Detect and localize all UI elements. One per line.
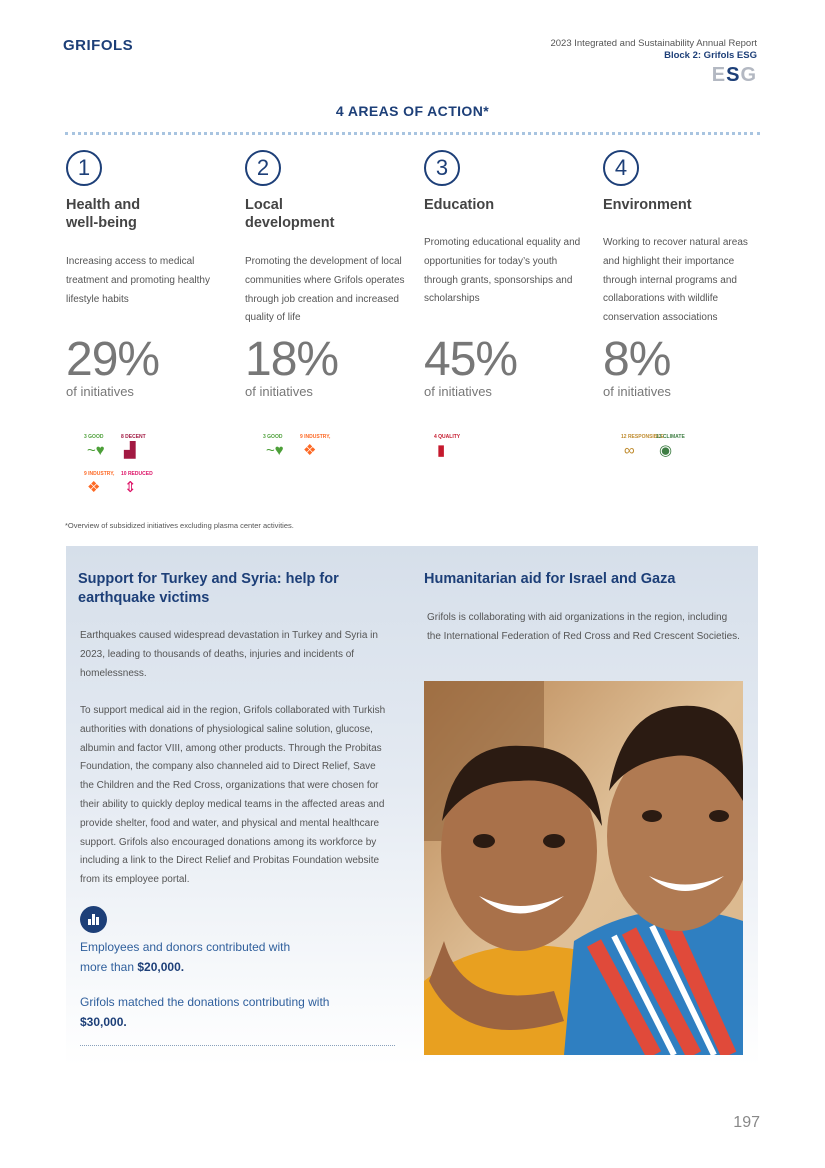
area-percentage-label: of initiatives (424, 384, 492, 399)
area-description: Promoting the development of local communities where Grifols operates through job creation and increased quality of life (245, 256, 405, 324)
turkey-paragraph-1: Earthquakes caused widespread devastation in Turkey and Syria in 2023, leading to thousands of deaths, injuries and incidents of homelessness. (80, 630, 378, 679)
footnote: *Overview of subsidized initiatives excluding plasma center activities. (65, 521, 294, 530)
report-title: 2023 Integrated and Sustainability Annual Report (550, 38, 757, 49)
sdg-3-good-health-icon: 3 GOOD ~♥ (263, 434, 284, 459)
esg-badge (712, 64, 757, 87)
area-description: Working to recover natural areas and highlight their importance through internal programs and collaborations with wildlife conservation associations (603, 237, 748, 324)
sdg-10-reduced-inequalities-icon: 10 REDUCED ⇕ (121, 471, 153, 496)
stat-value: $30,000. (80, 1015, 127, 1029)
esg-e: E (711, 64, 727, 86)
area-title: Environment (603, 197, 692, 213)
area-local-development (245, 150, 405, 399)
report-header (550, 38, 757, 62)
area-percentage: 18% (245, 333, 339, 386)
area-number: 3 (424, 150, 460, 186)
stat-value: $20,000. (137, 960, 185, 974)
children-photo-illustration (424, 681, 743, 1055)
area-number: 4 (603, 150, 639, 186)
sdg-8-decent-work-icon: 8 DECENT ▟ (121, 434, 146, 459)
turkey-title: Support for Turkey and Syria: help for earthquake victims (78, 571, 339, 606)
area-environment (603, 150, 763, 399)
sdg-4-quality-education-icon: 4 QUALITY ▮ (434, 434, 461, 459)
area-description: Promoting educational equality and opportunities for today’s youth through grants, sponsorships and scholarships (424, 237, 581, 305)
area-description: Increasing access to medical treatment and promoting healthy lifestyle habits (66, 256, 210, 305)
area-number: 1 (66, 150, 102, 186)
section-title: 4 AREAS OF ACTION* (335, 103, 490, 119)
area-title: Education (424, 197, 495, 213)
area-number: 2 (245, 150, 281, 186)
sdg-12-responsible-consumption-icon: 12 RESPONSIBLE ∞ (621, 434, 664, 459)
stat-grifols-match (80, 992, 355, 1032)
grifols-logo: GRIFOLS (63, 37, 134, 54)
area-percentage: 45% (424, 333, 518, 386)
sdg-13-climate-action-icon: 13 CLIMATE ◉ (656, 434, 685, 459)
area-education (424, 150, 584, 399)
area-percentage-label: of initiatives (66, 384, 134, 399)
area-percentage-label: of initiatives (603, 384, 671, 399)
area-title: Health and well-being (66, 197, 141, 231)
sdg-9-industry-icon: 9 INDUSTRY, ❖ (300, 434, 331, 459)
report-block: Block 2: Grifols ESG (664, 50, 757, 61)
stat-divider (80, 1045, 395, 1046)
bar-chart-icon (80, 906, 107, 933)
esg-g: G (740, 64, 757, 86)
turkey-paragraph-2: To support medical aid in the region, Grifols collaborated with Turkish authorities with donations of physiological saline solution, glucose, albumin and factor VIII, among other products. Through the Probitas Foundation, the company also channeled aid to Direct Relief, Save the Children and the Red Cross, organizations that were chosen for their ability to quickly deploy medical teams in the affected areas and provide shelter, food and water, and physical and mental healthcare support. Grifols also encouraged donations among its workforce by including a link to the Direct Relief and Probitas Foundation website from its employee portal. (80, 705, 386, 886)
sdg-9-industry-icon: 9 INDUSTRY, ❖ (84, 471, 115, 496)
section-divider (65, 132, 760, 135)
israel-paragraph: Grifols is collaborating with aid organizations in the region, including the International Federation of Red Cross and Red Crescent Societies. (427, 612, 740, 642)
area-percentage-label: of initiatives (245, 384, 313, 399)
page-number: 197 (733, 1114, 760, 1131)
area-title: Local development (245, 197, 335, 231)
sdg-3-good-health-icon: 3 GOOD ~♥ (84, 434, 105, 459)
area-percentage: 29% (66, 333, 160, 386)
stat-employee-donations (80, 937, 310, 977)
esg-s: S (726, 64, 741, 86)
stat-text: Grifols matched the donations contributing with (80, 995, 330, 1009)
children-photo (424, 681, 743, 1055)
area-percentage: 8% (603, 333, 671, 386)
stat-text: Employees and donors contributed with more than (80, 940, 291, 974)
israel-title: Humanitarian aid for Israel and Gaza (424, 571, 676, 587)
area-health (66, 150, 226, 399)
